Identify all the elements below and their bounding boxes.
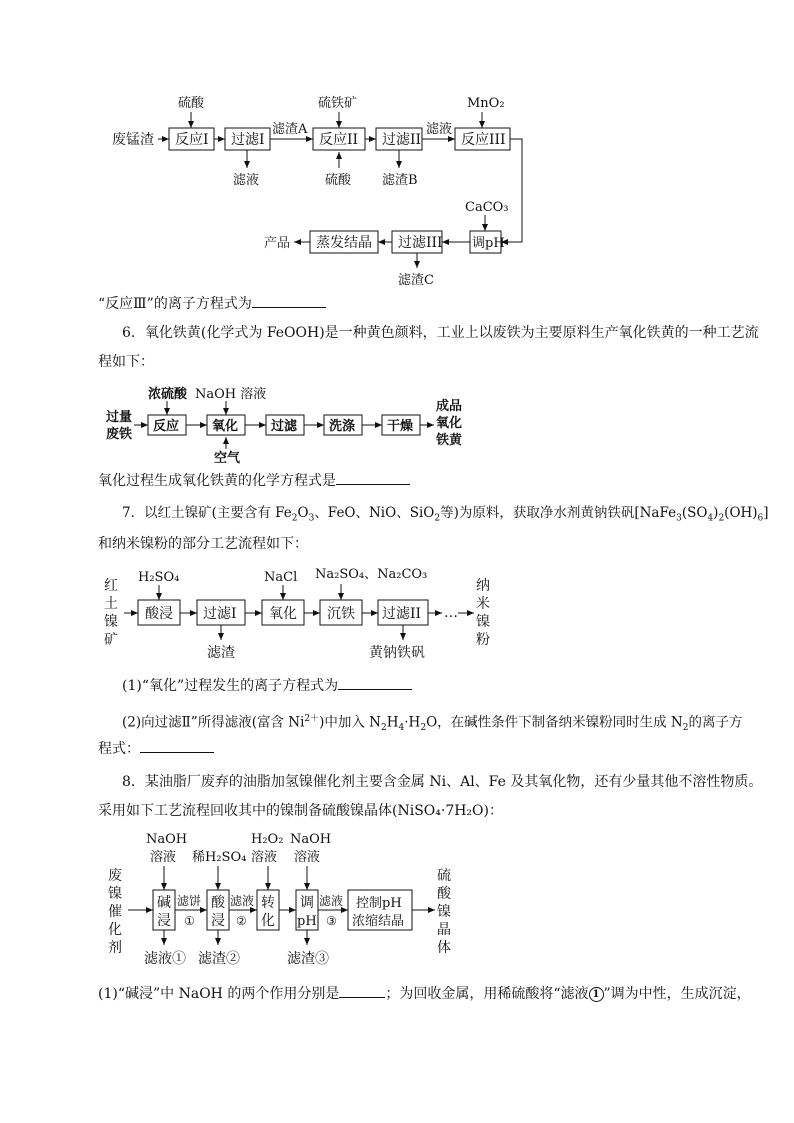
- box-filter: 过滤: [271, 419, 298, 434]
- box-ph: 调pH: [472, 236, 505, 251]
- flow7-end-3: 镍: [476, 614, 490, 630]
- answer-blank[interactable]: [338, 675, 412, 690]
- answer-blank[interactable]: [339, 983, 385, 998]
- flow8-end-2: 酸: [437, 886, 451, 902]
- circled-one: 1: [589, 987, 604, 1002]
- q6-line2: 程如下：: [98, 354, 154, 370]
- q8-line2: 采用如下工艺流程回收其中的镍制备硫酸镍晶体(NiSO₄·7H₂O)：: [98, 803, 503, 819]
- box-concentrate: 浓缩结晶: [352, 914, 405, 929]
- box-acid-leach-2: 浸: [211, 913, 225, 929]
- box-wash: 洗涤: [329, 419, 356, 434]
- flow8-start-3: 催: [108, 904, 122, 920]
- input-mno2: MnO₂: [467, 96, 505, 111]
- box-oxidation: 氧化: [212, 419, 239, 434]
- flow7-start-4: 矿: [104, 632, 118, 648]
- input-h2o2a: H₂O₂: [251, 832, 284, 847]
- input-naoh: NaOH 溶液: [195, 387, 267, 402]
- input-naoh2b: 溶液: [294, 850, 321, 865]
- flow8-end-5: 体: [437, 940, 451, 956]
- input-na-salts: Na₂SO₄、Na₂CO₃: [315, 567, 428, 582]
- input-air: 空气: [214, 451, 241, 466]
- flow8-end-1: 硫: [437, 868, 451, 884]
- flow5-start: 废锰渣: [112, 132, 154, 148]
- box-adjust-2: pH: [297, 914, 317, 929]
- box-reaction2: 反应II: [319, 132, 359, 148]
- flow6-end-3: 铁黄: [436, 433, 463, 448]
- input-caco3: CaCO₃: [465, 200, 509, 215]
- output-product: 产品: [264, 236, 291, 251]
- output-residue2: 滤渣②: [198, 951, 240, 967]
- box-filter1: 过滤I: [231, 132, 265, 148]
- flow7-end-1: 纳: [476, 578, 490, 594]
- input-h2so4: H₂SO₄: [138, 570, 180, 585]
- edge-c3: ③: [326, 914, 337, 928]
- answer-blank[interactable]: [140, 738, 214, 753]
- input-h2o2b: 溶液: [251, 850, 278, 865]
- box-filter2: 过滤II: [382, 132, 422, 148]
- input-naoh1b: 溶液: [150, 850, 177, 865]
- q7-line1: 7．以红土镍矿(主要含有 $Fe_2O_3$、FeO、NiO、SiO$_2$等)为原料，获取净水剂黄钠铁矾$[NaFe_3(SO_4)_2(OH)_6]$: [122, 505, 769, 524]
- input-dilute-h2so4: 稀H₂SO₄: [192, 850, 247, 865]
- answer-blank[interactable]: [252, 293, 326, 308]
- flow8-end-3: 镍: [437, 904, 451, 920]
- edge-cake: 滤饼: [177, 894, 202, 908]
- box-dry: 干燥: [387, 419, 414, 434]
- box-evaporate: 蒸发结晶: [316, 235, 372, 251]
- output-jarosite: 黄钠铁矾: [369, 645, 425, 661]
- box-filter-i: 过滤I: [203, 606, 237, 622]
- flow7-start-2: 土: [104, 596, 118, 612]
- output-residueC: 滤渣C: [398, 273, 434, 288]
- q6-question: 氧化过程生成氧化铁黄的化学方程式是: [98, 470, 410, 492]
- box-reaction3: 反应III: [461, 132, 506, 148]
- q6-line1: 6．氧化铁黄(化学式为 FeOOH)是一种黄色颜料，工业上以废铁为主要原料生产氧化铁黄的一种工艺流: [122, 325, 759, 341]
- box-convert-1: 转: [261, 895, 275, 911]
- box-filter3: 过滤III: [398, 235, 443, 251]
- box-adjust-1: 调: [300, 895, 314, 911]
- box-alkali-leach-2: 浸: [157, 913, 171, 929]
- flowchart-iron-yellow: [0, 378, 794, 468]
- edge-filtrate2: 滤液: [230, 894, 255, 908]
- flow7-end-4: 粉: [476, 632, 490, 648]
- box-alkali-leach-1: 碱: [157, 895, 171, 911]
- edge-c2: ②: [236, 914, 247, 928]
- box-control-ph: 控制pH: [356, 896, 402, 911]
- input-conc-sulfuric: 浓硫酸: [148, 387, 188, 402]
- flow8-start-1: 废: [108, 868, 122, 884]
- input-pyrite: 硫铁矿: [318, 96, 358, 111]
- flow7-ellipsis: …: [444, 605, 458, 621]
- output-residue: 滤渣: [207, 645, 235, 661]
- flow8-start-2: 镍: [108, 886, 122, 902]
- q8-line1: 8．某油脂厂废弃的油脂加氢镍催化剂主要含金属 Ni、Al、Fe 及其氧化物，还有少量其他不溶性物质。: [122, 774, 763, 790]
- flowchart-nickel-catalyst: [0, 825, 794, 975]
- box-reaction1: 反应I: [175, 132, 209, 148]
- q7-sub2: (2)向过滤Ⅱ”所得滤液(富含 $Ni^{2+}$)中加入 $N_2H_4\cdot H_2O$，在碱性条件下制备纳米镍粉同时生成 $N_2$的离子方: [122, 714, 743, 734]
- flow6-start-top: 过量: [106, 410, 133, 425]
- q8-sub1: (1)“碱浸”中 NaOH 的两个作用分别是 ；为回收金属，用稀硫酸将“滤液 1 ”调为中性，生成沉淀，: [98, 983, 751, 1005]
- edge-filtrate3: 滤液: [319, 894, 344, 908]
- edge-c1: ①: [184, 914, 195, 928]
- box-filter-ii: 过滤II: [382, 606, 422, 622]
- input-naoh1a: NaOH: [146, 832, 188, 847]
- input-sulfuric1: 硫酸: [178, 96, 205, 111]
- box-reaction: 反应: [153, 419, 180, 434]
- output-residueB: 滤渣B: [382, 173, 418, 188]
- box-convert-2: 化: [261, 913, 275, 929]
- q7-line2: 和纳米镍粉的部分工艺流程如下：: [98, 536, 308, 552]
- box-oxidize: 氧化: [269, 606, 297, 622]
- flow8-end-4: 晶: [437, 922, 451, 938]
- flow8-start-5: 剂: [108, 940, 122, 956]
- edge-residueA: 滤渣A: [272, 122, 308, 137]
- q7-sub1: (1)“氧化”过程发生的离子方程式为: [122, 675, 412, 697]
- box-precipitate-iron: 沉铁: [327, 606, 355, 622]
- q5-question: “反应Ⅲ”的离子方程式为: [98, 293, 326, 315]
- q7-sub2-line2: 程式：: [98, 738, 214, 760]
- output-filtrate1: 滤液①: [144, 951, 186, 967]
- input-sulfuric2: 硫酸: [325, 173, 352, 188]
- flowchart-manganese: [0, 0, 794, 300]
- flow6-end-2: 氧化: [436, 416, 463, 431]
- flow7-end-2: 米: [476, 596, 490, 612]
- output-residue3: 滤渣③: [287, 951, 329, 967]
- input-naoh2a: NaOH: [290, 832, 332, 847]
- flow7-start-3: 镍: [104, 614, 118, 630]
- answer-blank[interactable]: [336, 470, 410, 485]
- box-acid-leach: 酸浸: [145, 606, 173, 622]
- flow6-end-1: 成品: [436, 399, 463, 414]
- box-acid-leach-1: 酸: [211, 895, 225, 911]
- flow7-start-1: 红: [104, 578, 118, 594]
- flow6-start-bottom: 废铁: [106, 427, 133, 442]
- edge-filtrate: 滤液: [426, 122, 453, 137]
- flowchart-nickel-laterite: [0, 560, 794, 670]
- flow8-start-4: 化: [108, 922, 122, 938]
- input-nacl: NaCl: [264, 570, 298, 585]
- output-filtrate1: 滤液: [233, 173, 260, 188]
